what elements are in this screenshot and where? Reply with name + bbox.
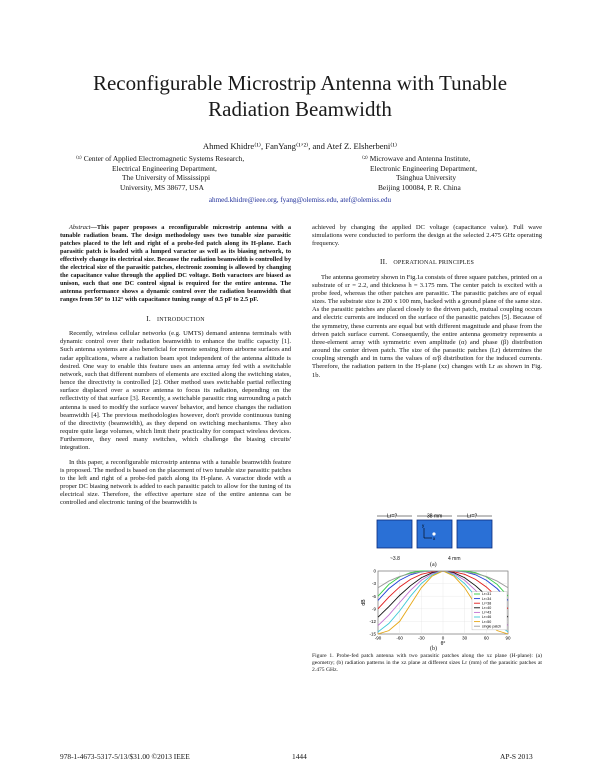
legend-entry: Lr=31	[482, 592, 492, 597]
figure-1-caption: Figure 1. Probe-fed patch antenna with two parasitic patches along the xz plane (H-plane): (a) geometry; (b) radiation patterns in the xz plane at different sizes Lr (mm) of the parasitic patches at 2.475 GHz.	[312, 653, 542, 673]
footer-copyright: 978-1-4673-5317-5/13/$31.00 ©2013 IEEE	[60, 752, 190, 761]
x-tick-label: -90	[374, 635, 382, 641]
right-parasitic-patch	[457, 520, 492, 548]
left-column	[60, 224, 291, 507]
aff2-line: Electronic Engineering Department,	[370, 163, 477, 173]
y-tick-label: -15	[369, 631, 376, 637]
author-emails[interactable]: ahmed.khidre@ieee.org, fyang@olemiss.edu, atef@olemiss.edu	[208, 196, 392, 204]
y-tick-label: -12	[369, 619, 376, 624]
footer-conference: AP-S 2013	[500, 752, 533, 761]
x-tick-label: 60	[483, 635, 489, 641]
x-tick-label: 0	[441, 635, 445, 641]
paper-title	[40, 70, 560, 122]
fig-b-panel-label: (b)	[430, 646, 437, 652]
y-tick-label: -3	[371, 581, 376, 587]
section-title: OPERATIONAL PRINCIPLES	[393, 260, 475, 267]
author-list: Ahmed Khidre⁽¹⁾, FanYang⁽¹ʼ²⁾, and Atef Z. Elsherbeni⁽¹⁾	[202, 141, 398, 151]
x-tick-label: -60	[396, 635, 403, 641]
aff2-line: ⁽²⁾ Microwave and Antenna Institute,	[362, 154, 471, 163]
legend-entry: Lr=46	[482, 615, 492, 620]
abstract-text: —This paper proposes a reconfigurable microstrip antenna with a tunable radiation beam. The design methodology uses two tunable size parasitic patches placed to the left and right of a probe-fed patch along its H-plane. Each parasitic patch is loaded with a lumped varactor as well as its biasing network, to effectively change its electrical size. Because the radiation beamwidth is controlled by the electrical size of the parasitic patches, electronic zooming is allowed by changing the capacitance value through the applied DC voltage. Both varactors are biased as unison, such that one DC control signal is required for the entire antenna. The antenna performance shows a dynamic control over the radiation beamwidth that ranges from 50° to 112° with capacitance tuning range of 0.5 pF to 2.5 pF.	[60, 224, 291, 303]
title-line-2: Radiation Beamwidth	[208, 97, 392, 121]
section-title: INTRODUCTION	[157, 317, 205, 323]
aff1-line: Electrical Engineering Department,	[112, 163, 217, 173]
aff2-line: Beijing 100084, P. R. China	[378, 182, 461, 192]
aff1-line: University, MS 38677, USA	[120, 182, 204, 192]
antenna-geometry-figure	[370, 512, 500, 556]
aff2-line: Tsinghua University	[396, 173, 457, 183]
x-tick-label: 30	[462, 635, 468, 641]
legend-entry: Lr=50	[482, 619, 492, 624]
x-tick-label: 90	[505, 635, 511, 641]
fig-a-axis-y: y	[422, 523, 425, 528]
intro-paragraph-1: Recently, wireless cellular networks (e.g. UMTS) demand antenna terminals with dynamic control over their radiation beamwidth to enhance the traffic capacity [1]. Such antenna systems are also beneficial for remote sensing from airborne surfaces and radar applications, where a radiation beam spot independent of the antenna altitude is desired. One way to enable this feature uses an antenna array fed with a switchable network, such that different numbers of elements are excited along the switching states, hence the directivity is controlled [2]. Other method uses switchable partial reflecting surface displaced over a source antenna to focus its radiation, depending on the reflectivity of that surface [3]. Recently, a switchable parasitic ring surrounding a patch antenna is used to modify the surface waves' behavior, and hence changes the radiation beamwidth [4]. The previous methodologies however, don't provide continuous tuning of the directivity (beamwidth), as they depend on switching mechanisms. They also require quite large volumes, which limit their practicality for compact wireless devices. Furthermore, they need many switches, which challenge the biasing circuits' integration.	[60, 330, 291, 452]
fig-a-axis-x: x	[433, 536, 436, 541]
legend-entry: Lr=43	[482, 610, 492, 615]
section-number: II.	[379, 257, 388, 267]
intro-paragraph-2: In this paper, a reconfigurable microstrip antenna with a tunable beamwidth feature is proposed. The method is based on the placement of two tunable size parasitic patches to the left and right of a probe-fed patch along its H-plane. A varactor diode with a proper DC biasing network is added to each parasitic patch to allow for the tuning of its electrical size. Therefore, the effective aperture size of the entire antenna can be controlled and electronic tuning of the beamwidth is	[60, 458, 291, 507]
left-parasitic-patch	[377, 520, 412, 548]
right-paragraph-1: The antenna geometry shown in Fig.1a consists of three square patches, printed on a substrate of εr = 2.2, and thickness h = 3.175 mm. The center patch is excited with a probe feed, whereas the other patches are parasitic. The parasitic patches are of equal sizes. The substrate size is 200 x 100 mm, backed with a ground plane of the same size. As the parasitic patches are placed closely to the driven patch, mutual coupling occurs and electric currents are induced on the surface of the parasitic patches [5]. Because of the symmetry, these currents are equal but with different magnitude and phase from the driven patch surface current. Consequently, the entire antenna geometry represents a three-element array with symmetric even amplitude (α) and phase (β) distribution around the center driven patch. The size of the parasitic patches (Lr) determines the coupling strength and in turns the values of α/β distribution for the induced currents. Therefore, the radiation pattern in the H-plane (xz) changes with Lr as shown in Fig. 1b.	[312, 273, 542, 379]
fig-a-label-left: Lr=?	[387, 513, 398, 520]
aff1-line: ⁽¹⁾ Center of Applied Electromagnetic Systems Research,	[76, 154, 245, 163]
abstract	[60, 224, 291, 304]
legend-entry: Lr=40	[482, 606, 492, 610]
right-paragraph-0: achieved by changing the applied DC voltage (capacitance value). Full wave simulations were conducted to perform the design at the selected 2.475 GHz operating frequency.	[312, 224, 542, 248]
fig-a-panel-label: (a)	[430, 562, 437, 568]
footer-page-number: 1444	[292, 752, 307, 761]
section-number: I.	[146, 314, 151, 323]
radiation-pattern-chart	[360, 568, 510, 646]
y-axis-label: dB	[361, 599, 367, 606]
legend-entry: Lr=34	[482, 596, 492, 601]
legend-entry: single patch	[482, 624, 502, 629]
legend-entry: Lr=38	[482, 601, 492, 606]
fig-a-gap-left: ~3.8	[390, 556, 400, 562]
abstract-label: Abstract	[69, 224, 91, 231]
y-tick-label: 0	[373, 568, 376, 574]
right-column	[312, 224, 542, 380]
y-tick-label: -6	[371, 593, 376, 599]
affiliation-1	[76, 154, 244, 192]
affiliation-2	[362, 154, 477, 192]
aff1-line: The University of Mississippi	[122, 173, 211, 183]
x-axis-label: θ°	[440, 641, 446, 647]
y-tick-label: -9	[371, 606, 376, 612]
fig-a-gap-right: 4 mm	[448, 556, 461, 562]
fig-a-label-right: Lr=?	[467, 513, 478, 520]
fig-a-label-mid: 38 mm	[427, 513, 443, 520]
x-tick-label: -30	[418, 635, 425, 641]
section-heading-operational-principles	[312, 258, 542, 267]
title-line-1: Reconfigurable Microstrip Antenna with Tunable	[92, 71, 508, 95]
section-heading-introduction	[60, 315, 291, 324]
